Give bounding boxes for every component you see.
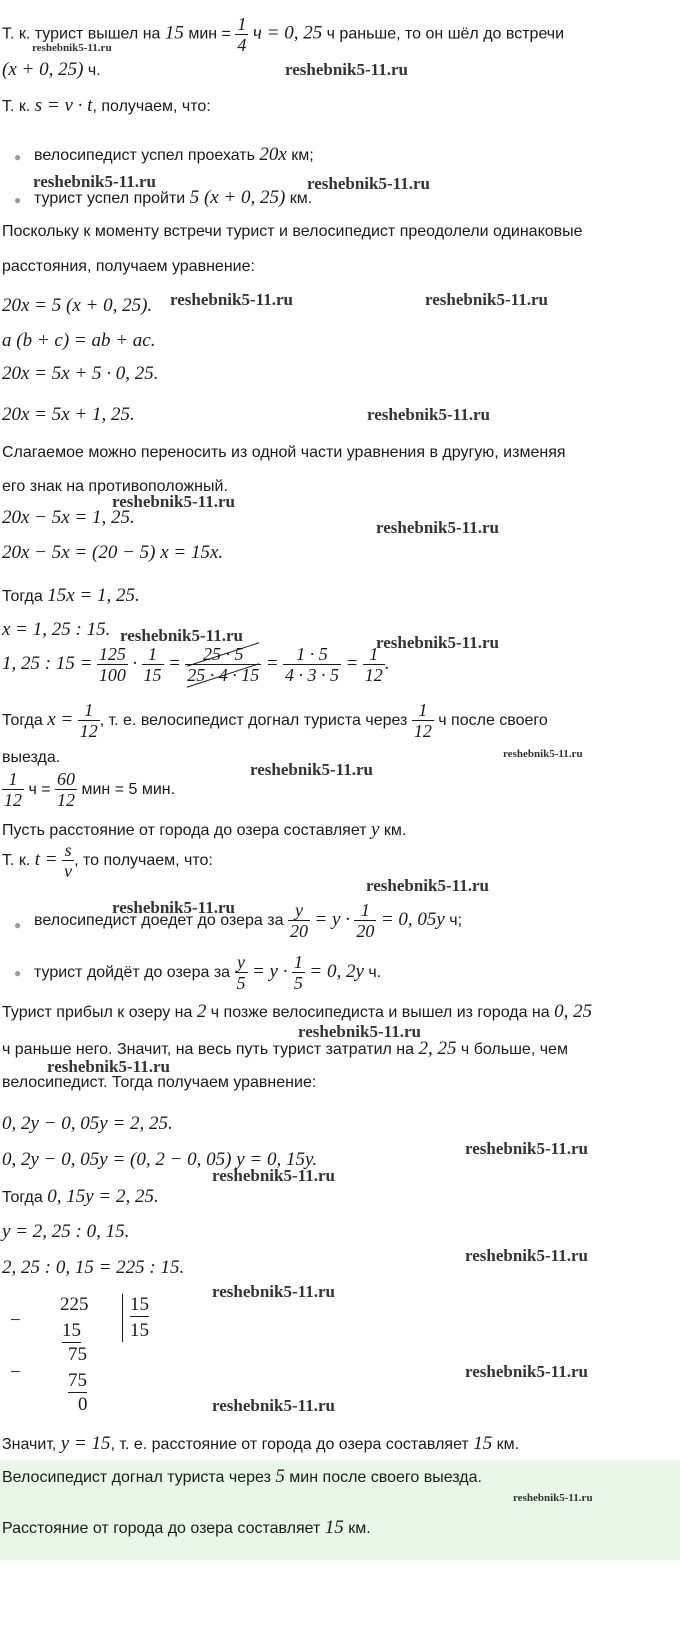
equation: 20x = 5x + 1, 25. (2, 404, 135, 425)
watermark: reshebnik5-11.ru (212, 1396, 335, 1415)
list-item (34, 145, 314, 166)
watermark: reshebnik5-11.ru (212, 1282, 335, 1301)
math: 0, 15y = 2, 25. (47, 1186, 159, 1207)
numerator: 1 (237, 14, 247, 34)
subtrahend: 15 (62, 1320, 81, 1341)
text: турист дойдёт до озера за (34, 964, 231, 981)
math: 15 (324, 1517, 344, 1538)
minus-sign: − (10, 1310, 21, 1331)
denominator: 5 (293, 973, 303, 994)
text: ч раньше, то он шёл до встречи (322, 25, 565, 43)
text-line: выезда. (2, 749, 61, 766)
text: ч = (24, 781, 51, 798)
watermark: reshebnik5-11.ru (376, 518, 499, 537)
bullet-icon: ● (14, 150, 22, 164)
paragraph: Слагаемое можно переносить из одной части уравнения в другую, изменяя (2, 444, 566, 461)
math: 0, 25 (554, 1001, 593, 1022)
math: 1, 25 : 15 = (2, 653, 93, 674)
watermark: reshebnik5-11.ru (285, 60, 408, 79)
equation: 20x − 5x = 1, 25. (2, 507, 135, 528)
math: 5 (275, 1466, 285, 1487)
watermark: reshebnik5-11.ru (212, 1166, 335, 1185)
numerator: 60 (57, 769, 76, 790)
fraction (2, 769, 24, 810)
numerator: 125 (98, 644, 126, 665)
text: мин = (183, 25, 231, 43)
watermark: reshebnik5-11.ru (32, 42, 112, 54)
equation: 0, 2y − 0, 05y = 2, 25. (2, 1113, 173, 1134)
denominator: 20 (289, 921, 308, 942)
numerator: 1 (2, 769, 24, 790)
equation: a (b + c) = ab + ac. (2, 330, 156, 351)
watermark: reshebnik5-11.ru (307, 174, 430, 193)
text: ч позже велосипедиста и вышел из города на (206, 1004, 555, 1021)
text: , т. е. велосипедист догнал туриста через (99, 712, 408, 729)
remainder: 0 (78, 1394, 88, 1415)
remainder-step: 75 (68, 1344, 87, 1365)
numerator: y (288, 900, 310, 921)
math: 2 (196, 1001, 207, 1022)
bullet-icon: ● (14, 918, 22, 932)
paragraph: велосипедист. Тогда получаем уравнение: (2, 1074, 317, 1091)
quotient: 15 (130, 1320, 149, 1341)
numerator: 1 (363, 644, 385, 665)
math: = (265, 653, 279, 674)
numerator: 1 · 5 (283, 644, 341, 665)
denominator: v (64, 861, 73, 882)
text-line (2, 698, 548, 743)
math: = y · (251, 961, 288, 982)
text: велосипедист успел проехать (34, 147, 260, 164)
equation: y = 2, 25 : 0, 15. (2, 1221, 130, 1242)
text: Тогда (2, 1189, 48, 1206)
fraction (55, 769, 77, 810)
text: Тогда (2, 712, 48, 729)
minus-sign: − (10, 1362, 21, 1383)
math: ч = 0, 25 (252, 22, 323, 44)
watermark: reshebnik5-11.ru (425, 290, 548, 309)
numerator: 25 · 5 (185, 644, 261, 665)
text: Т. к. (2, 852, 35, 869)
equation: 20x = 5x + 5 · 0, 25. (2, 363, 159, 384)
math: = (167, 653, 181, 674)
watermark: reshebnik5-11.ru (170, 290, 293, 309)
text: км; (286, 147, 314, 164)
text: Значит, (2, 1436, 61, 1453)
text: , т. е. расстояние от города до озера составляет (110, 1436, 474, 1453)
watermark: reshebnik5-11.ru (298, 1022, 421, 1041)
watermark: reshebnik5-11.ru (47, 1057, 170, 1076)
fraction (62, 840, 74, 881)
denominator: 15 (143, 665, 162, 686)
text-line (2, 1187, 159, 1208)
equation (2, 768, 175, 812)
text: ч раньше него. Значит, на весь путь турист затратил на (2, 1041, 419, 1058)
divisor: 15 (130, 1294, 149, 1315)
math: · (132, 653, 138, 674)
watermark: reshebnik5-11.ru (513, 1492, 593, 1504)
denominator: 25 · 4 · 15 (187, 665, 260, 686)
equation: 0, 2y − 0, 05y = (0, 2 − 0, 05) y = 0, 15y. (2, 1149, 318, 1170)
equation: 20x − 5x = (20 − 5) x = 15x. (2, 542, 224, 563)
numerator: s (62, 840, 74, 861)
watermark: reshebnik5-11.ru (503, 748, 583, 760)
dividend: 225 (60, 1294, 89, 1315)
text: велосипедист доедет до озера за (34, 912, 284, 929)
math: 20x (259, 144, 287, 165)
fraction (97, 644, 128, 685)
long-division (0, 1290, 200, 1420)
numerator: 1 (293, 952, 303, 973)
fraction (185, 644, 261, 685)
answer-line (2, 1518, 371, 1539)
math: = (345, 653, 359, 674)
fraction (354, 900, 376, 941)
equation: 1, 25 : 15 = $\frac{125}{100}$ · $\frac{1}{15}$ = $\frac{25 \cdot 5}{25 \cdot 4 \cdot 15}$ = $\frac{1 \cdot 5}{4 \cdot 3 \cdot 5}$ = $\frac{1}{12}$ . (2, 644, 390, 686)
watermark: reshebnik5-11.ru (120, 626, 243, 645)
bullet-icon: ● (14, 966, 22, 980)
math: t = (34, 849, 58, 870)
text: ч больше, чем (456, 1041, 568, 1058)
list-item (34, 188, 312, 209)
math: = 0, 2y (309, 961, 364, 982)
fraction (363, 644, 385, 685)
math: y = 15 (60, 1433, 111, 1454)
numerator: 1 (412, 700, 434, 721)
list-item (34, 950, 381, 995)
text: Т. к. турист вышел на (2, 25, 165, 43)
numerator: y (235, 952, 248, 973)
watermark: reshebnik5-11.ru (465, 1246, 588, 1265)
text-line (2, 1002, 592, 1023)
math: 15x = 1, 25. (47, 585, 140, 606)
numerator: 1 (354, 900, 376, 921)
fraction (288, 900, 310, 941)
paragraph: расстояния, получаем уравнение: (2, 258, 255, 275)
text-line (2, 60, 101, 81)
fraction (235, 952, 248, 993)
text: Т. к. (2, 98, 35, 115)
math: (x + 0, 25) (2, 59, 84, 80)
watermark: reshebnik5-11.ru (33, 172, 156, 191)
math: x = (47, 709, 74, 730)
denominator: 4 · 3 · 5 (284, 665, 339, 686)
text: ч; (444, 912, 463, 929)
text: турист успел пройти (34, 190, 190, 207)
equation: 2, 25 : 0, 15 = 225 : 15. (2, 1257, 185, 1278)
answer-line (2, 1467, 482, 1488)
text: мин после своего выезда. (284, 1469, 482, 1486)
text: ч после своего (433, 712, 548, 729)
math: 15 (164, 22, 184, 44)
text: мин = 5 мин. (77, 781, 176, 798)
fraction (78, 700, 100, 741)
fraction (412, 700, 434, 741)
numerator: 1 (142, 644, 164, 665)
fraction (292, 952, 305, 993)
text-line (2, 1434, 519, 1455)
text: , получаем, что: (92, 98, 211, 115)
denominator: 20 (356, 921, 375, 942)
math: 2, 25 (418, 1038, 457, 1059)
subtrahend: 75 (68, 1370, 87, 1391)
watermark: reshebnik5-11.ru (376, 633, 499, 652)
text-line (2, 96, 211, 117)
watermark: reshebnik5-11.ru (112, 898, 235, 917)
denominator: 12 (364, 665, 383, 686)
list-item (34, 898, 462, 943)
denominator: 100 (98, 665, 126, 686)
fraction (235, 14, 248, 55)
watermark: reshebnik5-11.ru (465, 1362, 588, 1381)
text: ч. (363, 964, 382, 981)
math: s = v · t (34, 95, 93, 116)
numerator: 1 (78, 700, 100, 721)
text: Турист прибыл к озеру на (2, 1004, 197, 1021)
denominator: 12 (57, 790, 76, 811)
denominator: 4 (237, 35, 247, 55)
text: Пусть расстояние от города до озера составляет (2, 822, 371, 839)
equation: 20x = 5 (x + 0, 25). (2, 295, 153, 316)
paragraph: его знак на противоположный. (2, 478, 228, 495)
watermark: reshebnik5-11.ru (250, 760, 373, 779)
text: км. (343, 1520, 371, 1537)
math: = 0, 05y (380, 909, 445, 930)
text: Велосипедист догнал туриста через (2, 1469, 276, 1486)
text: км. (492, 1436, 520, 1453)
math: = y · (314, 909, 350, 930)
divider-bar (122, 1294, 123, 1342)
equation: x = 1, 25 : 15. (2, 619, 111, 640)
watermark: reshebnik5-11.ru (112, 492, 235, 511)
denominator: 5 (236, 973, 246, 994)
text-line (2, 586, 140, 607)
watermark: reshebnik5-11.ru (366, 876, 489, 895)
fraction (283, 644, 341, 685)
denominator: 12 (79, 721, 98, 742)
text: ч. (83, 62, 101, 79)
text: , то получаем, что: (74, 852, 213, 869)
bullet-icon: ● (14, 193, 22, 207)
watermark: reshebnik5-11.ru (367, 405, 490, 424)
denominator: 12 (413, 721, 432, 742)
paragraph: Поскольку к моменту встречи турист и велосипедист преодолели одинаковые (2, 223, 583, 240)
text: Расстояние от города до озера составляет (2, 1520, 325, 1537)
math: y (370, 819, 380, 840)
fraction (142, 644, 164, 685)
text: Тогда (2, 588, 48, 605)
denominator: 12 (4, 790, 22, 811)
watermark: reshebnik5-11.ru (465, 1139, 588, 1158)
math: 5 (x + 0, 25) (189, 187, 286, 208)
text: км. (379, 822, 407, 839)
text-line (2, 838, 213, 883)
text: км. (285, 190, 313, 207)
math: 15 (473, 1433, 493, 1454)
